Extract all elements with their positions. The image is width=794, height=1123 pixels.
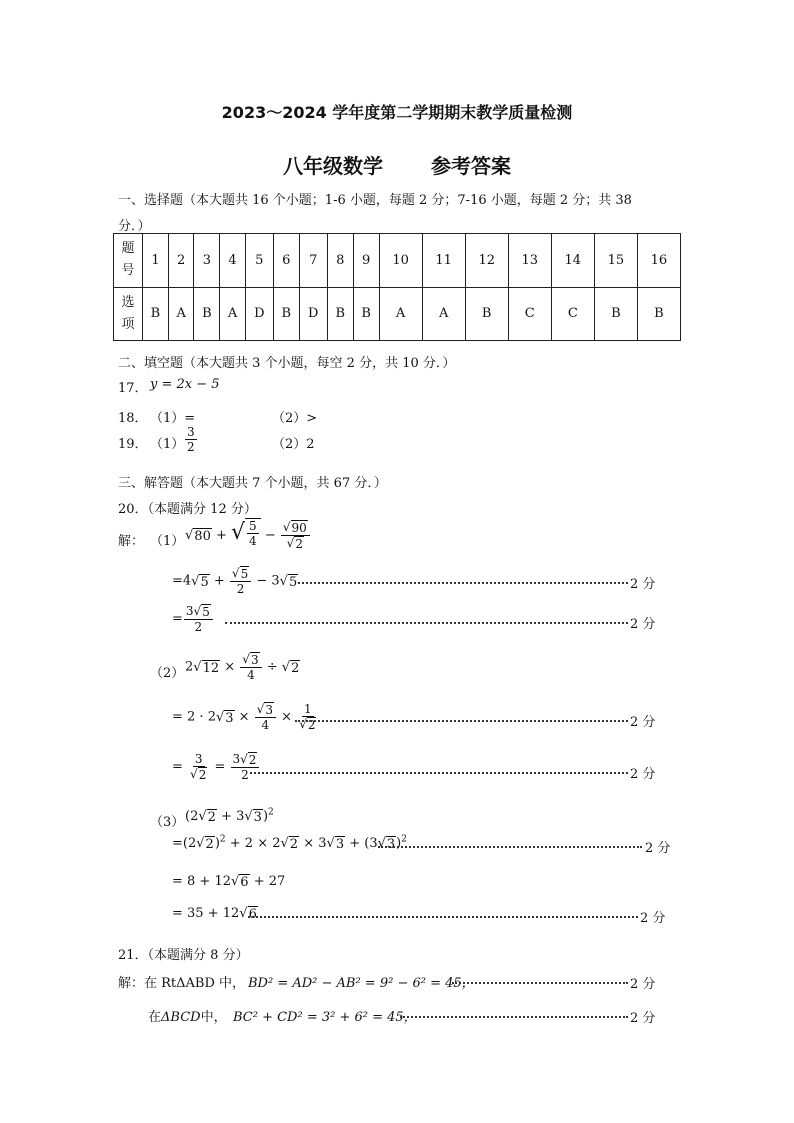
section1-heading-cont: 分．） (118, 219, 151, 234)
section2-heading: 二、填空题（本大题共 3 个小题，每空 2 分，共 10 分．） (118, 356, 456, 371)
leader-dots (452, 982, 628, 984)
table-cell: B (327, 287, 353, 341)
table-cell: B (465, 287, 508, 341)
table-cell: 9 (353, 234, 379, 288)
part-2-label: （2） (150, 666, 185, 681)
table-cell: 11 (422, 234, 465, 288)
q18-number: 18． (118, 411, 148, 426)
q18-answer-2: （2）> (272, 411, 318, 426)
table-cell: 15 (594, 234, 637, 288)
table-row-numbers (114, 234, 681, 288)
q19-answer-2: （2）2 (272, 437, 315, 452)
table-cell: B (143, 287, 169, 341)
part-3-label: （3） (150, 815, 185, 830)
section1-heading: 一、选择题（本大题共 16 个小题；1-6 小题，每题 2 分；7-16 小题，每题 2 分；共 38 (118, 193, 632, 208)
table-cell: C (508, 287, 551, 341)
part-1-label: （1） (150, 534, 185, 549)
score-label: 2 分 (630, 617, 656, 632)
q20-1-step1: =4 √ 5 + √ 5 2 − 3 √ 5 (172, 566, 298, 596)
leader-dots (250, 772, 628, 774)
table-cell: 16 (637, 234, 680, 288)
q19-answer-1-label: （1） (150, 437, 185, 452)
score-label: 2 分 (630, 977, 656, 992)
score-label: 2 分 (630, 577, 656, 592)
table-cell: 4 (220, 234, 245, 288)
table-header-number: 题 号 (114, 234, 143, 288)
table-cell: A (220, 287, 245, 341)
score-label: 2 分 (630, 1011, 656, 1026)
table-cell: 8 (327, 234, 353, 288)
q20-3-step1: =(2 √ 2 )$^2$ + 2 × 2 √ 2 × 3 √ 3 + (3 √ 3 )$^2$ (172, 834, 407, 852)
table-cell: 3 (194, 234, 220, 288)
table-cell: B (194, 287, 220, 341)
q17-number: 17． (118, 381, 148, 396)
table-cell: 10 (379, 234, 422, 288)
leader-dots (225, 622, 628, 624)
q17-answer: y = 2x − 5 (150, 377, 220, 392)
leader-dots (378, 846, 642, 848)
q21-heading: 21．（本题满分 8 分） (118, 948, 249, 963)
table-cell: 2 (168, 234, 193, 288)
table-cell: B (273, 287, 299, 341)
q20-1-step2: = 3 √ 5 2 (172, 604, 214, 634)
table-cell: A (379, 287, 422, 341)
score-label: 2 分 (630, 715, 656, 730)
table-cell: D (245, 287, 273, 341)
table-cell: 12 (465, 234, 508, 288)
subtitle-grade-subject: 八年级数学 (283, 154, 383, 178)
q18-answer-1: （1）= (150, 411, 196, 426)
table-cell: A (422, 287, 465, 341)
q21-line1-math: BD² = AD² − AB² = 9² − 6² = 45， (248, 976, 475, 991)
table-cell: 14 (551, 234, 594, 288)
table-cell: 13 (508, 234, 551, 288)
table-cell: B (637, 287, 680, 341)
document-subtitle (0, 150, 794, 179)
q20-2-step1: = 2 · 2 √ 3 × √ 3 4 × 1 √ 2 (172, 702, 316, 732)
answer-table (113, 233, 681, 341)
q19-number: 19． (118, 437, 148, 452)
table-cell: C (551, 287, 594, 341)
q20-2-expression: 2 √ 12 × √ 3 4 ÷ √ 2 (185, 652, 300, 682)
score-label: 2 分 (645, 841, 671, 856)
table-cell: D (299, 287, 327, 341)
subtitle-answer-key: 参考答案 (431, 154, 511, 178)
table-header-option: 选 项 (114, 287, 143, 341)
q20-3-step2: = 8 + 12 √ 6 + 27 (172, 874, 286, 890)
table-cell: 5 (245, 234, 273, 288)
q21-line2-text: 在ΔBCD中， (148, 1010, 227, 1025)
leader-dots (298, 582, 628, 584)
solution-label: 解： (118, 534, 145, 549)
document-title: 2023～2024 学年度第二学期期末教学质量检测 (221, 103, 573, 122)
q20-2-step2: = 3 √ 2 = 3 √ 2 2 (172, 752, 260, 782)
q20-3-step3: = 35 + 12 √ 6 (172, 906, 257, 922)
q20-3-expression: (2 √ 2 + 3 √ 3 )$^2$ (185, 807, 274, 825)
table-row-answers (114, 287, 681, 341)
leader-dots (295, 720, 628, 722)
table-cell: B (594, 287, 637, 341)
q20-heading: 20．（本题满分 12 分） (118, 502, 257, 517)
table-cell: 1 (143, 234, 169, 288)
leader-dots (248, 916, 638, 918)
table-cell: A (168, 287, 193, 341)
q21-line1-text: 解：在 RtΔABD 中， (118, 976, 246, 991)
q21-line2-math: BC² + CD² = 3² + 6² = 45， (233, 1010, 417, 1025)
table-cell: 6 (273, 234, 299, 288)
q20-1-expression: √ 80 + √ $\frac{5}{4}$ − √ 90 √ 2 (185, 518, 311, 551)
score-label: 2 分 (630, 767, 656, 782)
table-cell: B (353, 287, 379, 341)
section3-heading: 三、解答题（本大题共 7 个小题，共 67 分．） (118, 476, 387, 491)
q19-answer-1-fraction: $\frac{3}{2}$ (187, 425, 195, 454)
leader-dots (400, 1016, 628, 1018)
table-cell: 7 (299, 234, 327, 288)
score-label: 2 分 (640, 911, 666, 926)
